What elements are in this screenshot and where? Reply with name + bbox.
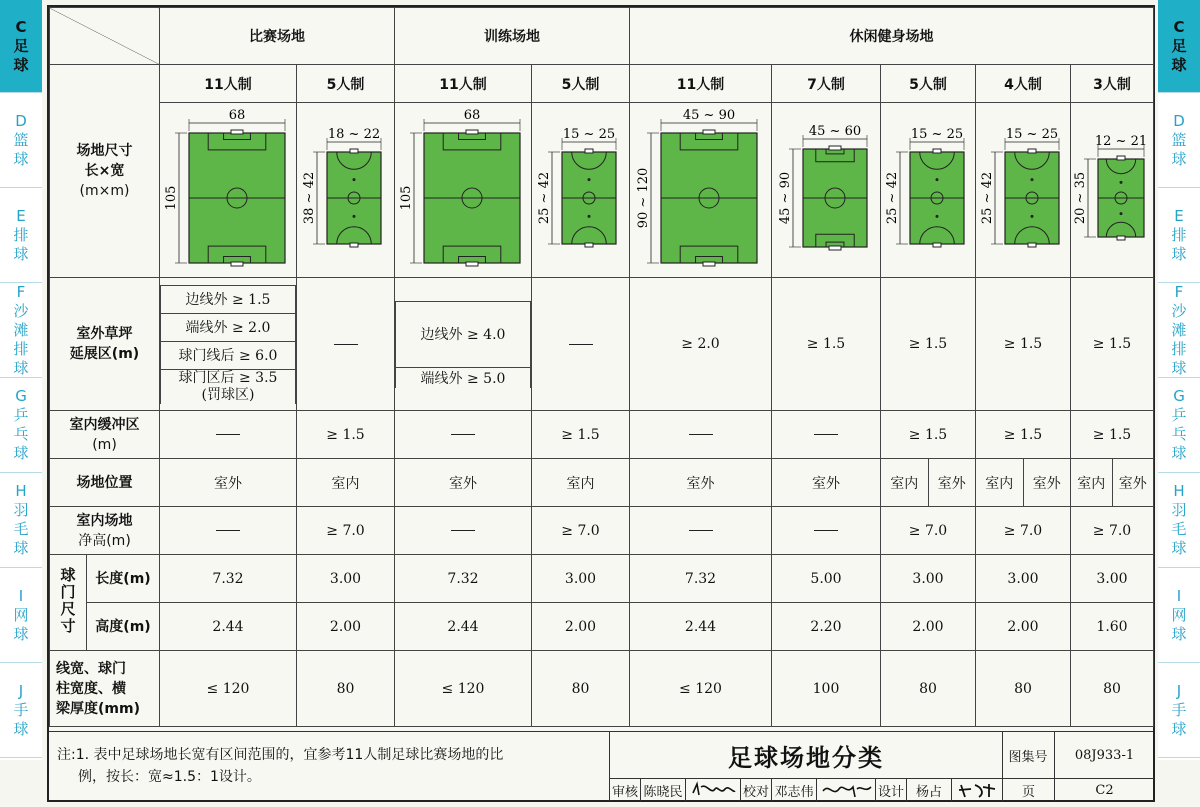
size-label: 场地尺寸 长×宽 (m×m): [50, 65, 160, 278]
side-tab-f[interactable]: [1158, 283, 1200, 378]
location-value: 室外: [395, 459, 532, 507]
outdoor-leisure4: ≥ 1.5: [976, 278, 1071, 411]
side-tab-char: 排: [13, 339, 29, 358]
side-tab-char: 网: [1171, 605, 1187, 624]
side-tab-char: 球: [13, 358, 29, 377]
side-tab-char: 篮: [1171, 130, 1187, 149]
goal-length-value: 7.32: [395, 555, 532, 603]
dash-mark: [216, 434, 240, 435]
goal-height-value: 2.44: [160, 603, 297, 651]
title-box: [609, 732, 1154, 801]
side-tab-i[interactable]: [0, 568, 42, 663]
goal-length-value: 3.00: [1071, 555, 1154, 603]
drawing-title: 足球场地分类: [610, 732, 1003, 779]
left-category-tabs: [0, 0, 42, 760]
goal: [1028, 149, 1036, 153]
footnote: 注:1. 表中足球场地长宽有区间范围的，宜参考11人制足球比赛场地的比 例，按长：宽≈1.5：1设计。: [57, 747, 504, 785]
side-tab-letter: H: [15, 482, 27, 500]
line-width-value: 80: [532, 651, 630, 727]
penalty-spot: [352, 215, 355, 218]
drawing-sheet: [47, 5, 1155, 802]
field-diagram: [396, 103, 531, 273]
line-width-value: 100: [772, 651, 881, 727]
side-tab-letter: H: [1173, 482, 1185, 500]
field-diagram: [882, 103, 975, 273]
format-header: 11人制: [160, 65, 297, 103]
title-block: [49, 731, 1153, 801]
location-split-cell: [881, 459, 976, 507]
location-value: 室内: [297, 459, 395, 507]
side-tab-char: 乒: [13, 406, 29, 424]
format-header: 11人制: [395, 65, 532, 103]
width-label: 15 ~ 25: [562, 127, 615, 142]
side-tab-char: 球: [13, 55, 29, 74]
side-tab-char: 排: [1171, 339, 1187, 358]
side-tab-letter: D: [15, 111, 27, 130]
side-tab-char: 乓: [13, 425, 29, 443]
goal-length-value: 7.32: [630, 555, 772, 603]
line-width-value: 80: [976, 651, 1071, 727]
length-label: 90 ~ 120: [635, 167, 651, 229]
side-tab-d[interactable]: [1158, 93, 1200, 188]
goal-length-value: 3.00: [976, 555, 1071, 603]
format-header: 11人制: [630, 65, 772, 103]
side-tab-char: 手: [1171, 700, 1187, 719]
indoor-buffer-value: [160, 411, 297, 459]
location-value: 室外: [772, 459, 881, 507]
indoor-height-value: [160, 507, 297, 555]
penalty-spot: [1030, 215, 1033, 218]
field-diagram: [977, 103, 1070, 273]
indoor-buffer-value: ≥ 1.5: [1071, 411, 1154, 459]
location-value: 室内: [890, 475, 919, 492]
designer-name: 杨占: [907, 779, 952, 801]
goal: [1117, 156, 1125, 160]
goal: [1028, 243, 1036, 247]
goal-length-value: 5.00: [772, 555, 881, 603]
side-tab-letter: F: [1174, 282, 1184, 301]
indoor-buffer-value: ≥ 1.5: [976, 411, 1071, 459]
side-tab-letter: E: [16, 206, 26, 225]
outdoor-goalline: 球门线后 ≥ 6.0: [161, 341, 296, 369]
indoor-height-value: ≥ 7.0: [1071, 507, 1154, 555]
field-diagram: [773, 103, 880, 273]
side-tab-j[interactable]: [0, 663, 42, 758]
goal-height-value: 2.44: [630, 603, 772, 651]
field-diagram-cell: [297, 103, 395, 278]
side-tab-char: 足: [1171, 36, 1187, 55]
side-tab-e[interactable]: [1158, 188, 1200, 283]
width-label: 68: [463, 108, 480, 123]
width-label: 12 ~ 21: [1094, 134, 1147, 149]
penalty-spot: [935, 178, 938, 181]
outdoor-train11: [395, 278, 532, 411]
field-diagram-cell: [395, 103, 532, 278]
format-header: 4人制: [976, 65, 1071, 103]
field-diagram-cell: [881, 103, 976, 278]
side-tab-letter: C: [15, 17, 27, 36]
line-width-value: ≤ 120: [395, 651, 532, 727]
classification-table: [49, 7, 1154, 727]
field-diagram-cell: [630, 103, 772, 278]
side-tab-char: 球: [13, 149, 29, 168]
side-tab-char: 球: [13, 244, 29, 263]
reviewer-signature: [686, 779, 741, 801]
side-tab-char: 排: [1171, 225, 1187, 244]
penalty-spot: [935, 215, 938, 218]
side-tab-char: 毛: [1171, 520, 1187, 538]
side-tab-h[interactable]: [0, 473, 42, 568]
location-label: 场地位置: [50, 459, 160, 507]
side-tab-letter: C: [1173, 17, 1185, 36]
side-tab-char: 手: [13, 700, 29, 719]
field-diagram-cell: [976, 103, 1071, 278]
line-width-value: 80: [1071, 651, 1154, 727]
side-tab-letter: E: [1174, 206, 1184, 225]
side-tab-i[interactable]: [1158, 568, 1200, 663]
goal-height-value: 2.00: [532, 603, 630, 651]
outdoor-goalarea: 球门区后 ≥ 3.5 (罚球区): [161, 369, 296, 404]
goal: [829, 246, 841, 250]
location-value: 室外: [1023, 459, 1071, 506]
goal-length-value: 3.00: [297, 555, 395, 603]
indoor-buffer-label: 室内缓冲区 (m): [50, 411, 160, 459]
format-header: 7人制: [772, 65, 881, 103]
side-tab-char: 球: [1171, 539, 1187, 557]
width-label: 45 ~ 60: [808, 124, 861, 139]
length-label: 105: [163, 185, 179, 211]
goal-length-value: 3.00: [532, 555, 630, 603]
goal: [231, 130, 243, 134]
side-tab-letter: J: [18, 681, 24, 700]
side-tab-letter: F: [16, 282, 26, 301]
line-width-value: ≤ 120: [630, 651, 772, 727]
goal: [933, 149, 941, 153]
reviewer-name: 陈晓民: [641, 779, 686, 801]
atlas-number: 08J933-1: [1055, 732, 1154, 779]
location-value: 室外: [160, 459, 297, 507]
goal: [703, 262, 715, 266]
goal: [585, 243, 593, 247]
location-split-cell: [1071, 459, 1154, 507]
outdoor-match5: [297, 278, 395, 411]
side-tab-char: 球: [13, 444, 29, 462]
side-tab-letter: G: [15, 387, 27, 405]
field-diagram-cell: [1071, 103, 1154, 278]
penalty-spot: [352, 178, 355, 181]
outdoor-train5: [532, 278, 630, 411]
corner-cell: [50, 8, 160, 65]
outdoor-leisure3: ≥ 1.5: [1071, 278, 1154, 411]
format-header: 5人制: [532, 65, 630, 103]
indoor-buffer-value: [395, 411, 532, 459]
side-tab-letter: J: [1176, 681, 1182, 700]
penalty-spot: [1119, 181, 1122, 184]
design-label: 设计: [876, 779, 907, 801]
length-label: 20 ~ 35: [1072, 171, 1088, 225]
goal-height-value: 2.44: [395, 603, 532, 651]
location-value: 室外: [630, 459, 772, 507]
indoor-buffer-value: ≥ 1.5: [881, 411, 976, 459]
field-diagram: [631, 103, 771, 273]
indoor-buffer-value: [772, 411, 881, 459]
side-tab-char: 毛: [13, 520, 29, 538]
indoor-height-value: ≥ 7.0: [976, 507, 1071, 555]
field-diagram: [161, 103, 296, 273]
goal: [350, 149, 358, 153]
side-tab-char: 球: [13, 624, 29, 643]
height-label: 室内场地 净高(m): [50, 507, 160, 555]
outdoor-endline: 端线外 ≥ 2.0: [161, 313, 296, 341]
side-tab-char: 球: [1171, 244, 1187, 263]
outdoor-train-endline: 端线外 ≥ 5.0: [396, 367, 531, 388]
goal-size-label: 球门尺寸: [50, 555, 87, 651]
penalty-spot: [587, 178, 590, 181]
checker-name: 邓志伟: [772, 779, 817, 801]
side-tab-char: 滩: [13, 320, 29, 339]
outdoor-leisure11: ≥ 2.0: [630, 278, 772, 411]
location-value: 室内: [985, 475, 1014, 492]
penalty-spot: [1119, 212, 1122, 215]
location-value: 室内: [532, 459, 630, 507]
goal-length-value: 3.00: [881, 555, 976, 603]
location-value: 室内: [1077, 475, 1106, 492]
width-label: 15 ~ 25: [1005, 127, 1058, 142]
goal-length-label: 长度(m): [87, 555, 160, 603]
outdoor-train-sideline: 边线外 ≥ 4.0: [396, 301, 531, 367]
page-label: 页: [1003, 779, 1055, 801]
outdoor-leisure5: ≥ 1.5: [881, 278, 976, 411]
goal: [585, 149, 593, 153]
dash-mark: [216, 530, 240, 531]
side-tab-g[interactable]: [1158, 378, 1200, 473]
goal: [933, 243, 941, 247]
side-tab-e[interactable]: [0, 188, 42, 283]
side-tab-g[interactable]: [0, 378, 42, 473]
dash-mark: [451, 434, 475, 435]
location-split-cell: [976, 459, 1071, 507]
outdoor-label: 室外草坪 延展区(m): [50, 278, 160, 411]
location-value: 室外: [1112, 459, 1154, 506]
width-label: 45 ~ 90: [682, 108, 735, 123]
width-label: 18 ~ 22: [327, 127, 380, 142]
field-diagram: [298, 103, 394, 273]
length-label: 105: [398, 185, 414, 211]
length-label: 25 ~ 42: [979, 171, 995, 225]
outdoor-match11: [160, 278, 297, 411]
side-tab-char: 滩: [1171, 320, 1187, 339]
width-label: 15 ~ 25: [910, 127, 963, 142]
dash-mark: [689, 434, 713, 435]
line-width-value: 80: [881, 651, 976, 727]
side-tab-letter: G: [1173, 387, 1185, 405]
side-tab-char: 球: [1171, 444, 1187, 462]
side-tab-char: 沙: [1171, 301, 1187, 320]
review-label: 审核: [610, 779, 641, 801]
side-tab-char: 球: [1171, 149, 1187, 168]
side-tab-char: 沙: [13, 301, 29, 320]
side-tab-char: 篮: [13, 130, 29, 149]
goal: [1117, 236, 1125, 240]
indoor-buffer-value: [630, 411, 772, 459]
penalty-spot: [1030, 178, 1033, 181]
side-tab-char: 球: [1171, 624, 1187, 643]
indoor-height-value: ≥ 7.0: [297, 507, 395, 555]
side-tab-f[interactable]: [0, 283, 42, 378]
side-tab-j[interactable]: [1158, 663, 1200, 758]
side-tab-letter: I: [1176, 586, 1182, 605]
field-diagram: [1072, 103, 1153, 273]
line-width-label: 线宽、球门 柱宽度、横 梁厚度(mm): [50, 651, 160, 727]
side-tab-letter: I: [18, 586, 24, 605]
goal: [350, 243, 358, 247]
outdoor-leisure7: ≥ 1.5: [772, 278, 881, 411]
indoor-height-value: [395, 507, 532, 555]
group-match: 比赛场地: [160, 8, 395, 65]
dash-mark: [451, 530, 475, 531]
dash-mark: [814, 530, 838, 531]
side-tab-char: 排: [13, 225, 29, 244]
group-leisure: 休闲健身场地: [630, 8, 1154, 65]
side-tab-char: 足: [13, 36, 29, 55]
page-number: C2: [1095, 782, 1114, 798]
length-label: 45 ~ 90: [777, 171, 793, 225]
side-tab-h[interactable]: [1158, 473, 1200, 568]
line-width-value: ≤ 120: [160, 651, 297, 727]
dash-mark: [814, 434, 838, 435]
field-diagram-cell: [772, 103, 881, 278]
width-label: 68: [228, 108, 245, 123]
side-tab-char: 羽: [1171, 501, 1187, 519]
length-label: 25 ~ 42: [884, 171, 900, 225]
goal-height-value: 2.00: [297, 603, 395, 651]
dash-mark: [689, 530, 713, 531]
right-category-tabs: [1158, 0, 1200, 760]
goal: [466, 262, 478, 266]
side-tab-char: 球: [1171, 358, 1187, 377]
length-label: 38 ~ 42: [301, 171, 317, 225]
format-header: 5人制: [297, 65, 395, 103]
side-tab-char: 球: [1171, 55, 1187, 74]
checker-signature: [817, 779, 876, 801]
side-tab-char: 羽: [13, 501, 29, 519]
format-header: 3人制: [1071, 65, 1154, 103]
atlas-label: 图集号: [1002, 732, 1055, 779]
goal: [231, 262, 243, 266]
goal: [829, 146, 841, 150]
goal: [466, 130, 478, 134]
goal: [703, 130, 715, 134]
side-tab-char: 网: [13, 605, 29, 624]
side-tab-c[interactable]: [0, 0, 42, 93]
side-tab-char: 球: [1171, 719, 1187, 738]
length-label: 25 ~ 42: [536, 171, 552, 225]
indoor-height-value: [630, 507, 772, 555]
indoor-height-value: ≥ 7.0: [881, 507, 976, 555]
goal-height-value: 1.60: [1071, 603, 1154, 651]
field-diagram-cell: [532, 103, 630, 278]
outdoor-sideline: 边线外 ≥ 1.5: [161, 285, 296, 313]
indoor-buffer-value: ≥ 1.5: [297, 411, 395, 459]
check-label: 校对: [741, 779, 772, 801]
goal-height-label: 高度(m): [87, 603, 160, 651]
side-tab-d[interactable]: [0, 93, 42, 188]
goal-height-value: 2.20: [772, 603, 881, 651]
side-tab-char: 乓: [1171, 425, 1187, 443]
format-header: 5人制: [881, 65, 976, 103]
side-tab-char: 球: [13, 539, 29, 557]
indoor-height-value: [772, 507, 881, 555]
designer-signature: [952, 779, 1003, 801]
goal-height-value: 2.00: [976, 603, 1071, 651]
location-value: 室外: [928, 459, 976, 506]
penalty-spot: [587, 215, 590, 218]
side-tab-char: 球: [13, 719, 29, 738]
goal-height-value: 2.00: [881, 603, 976, 651]
side-tab-letter: D: [1173, 111, 1185, 130]
indoor-buffer-value: ≥ 1.5: [532, 411, 630, 459]
goal-length-value: 7.32: [160, 555, 297, 603]
group-training: 训练场地: [395, 8, 630, 65]
indoor-height-value: ≥ 7.0: [532, 507, 630, 555]
side-tab-char: 乒: [1171, 406, 1187, 424]
side-tab-c[interactable]: [1158, 0, 1200, 93]
field-diagram-cell: [160, 103, 297, 278]
field-diagram: [533, 103, 629, 273]
line-width-value: 80: [297, 651, 395, 727]
